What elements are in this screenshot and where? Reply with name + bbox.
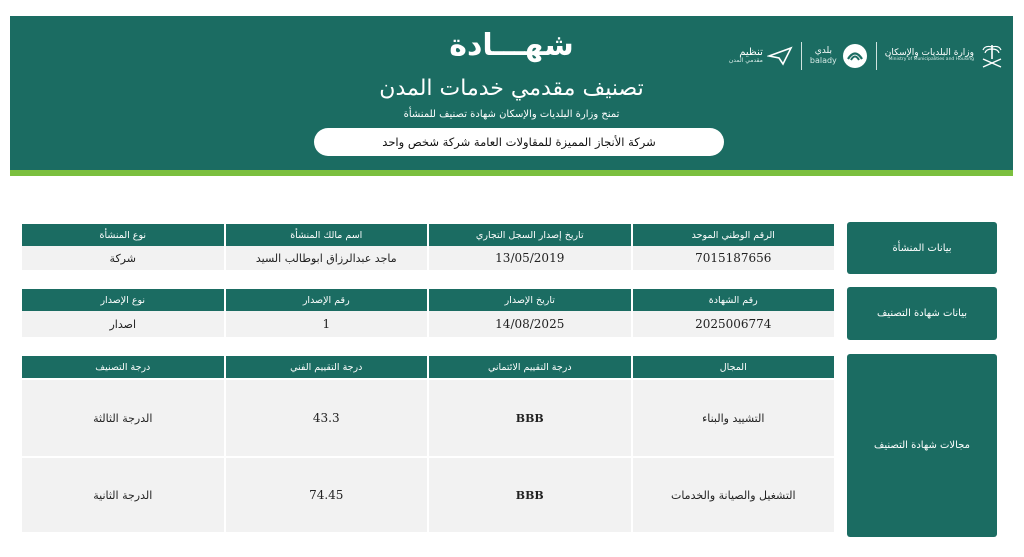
facility-col-national-number <box>633 224 835 270</box>
table-row: BBB <box>429 458 631 532</box>
certificate-col-issue-number <box>226 289 428 337</box>
certificate-table <box>22 289 834 337</box>
table-row: التشييد والبناء <box>633 380 835 456</box>
certificate-col-number <box>633 289 835 337</box>
certificate-number-value: 2025006774 <box>633 311 835 337</box>
company-name: شركة الأنجاز المميزة للمقاولات العامة شركة شخص واحد <box>314 128 724 156</box>
issue-number-value: 1 <box>226 311 428 337</box>
facility-type-value: شركة <box>22 246 224 270</box>
column-header: درجة التقييم الائتماني <box>429 356 631 378</box>
paper-plane-icon <box>767 46 793 66</box>
palm-swords-emblem-icon <box>979 41 1005 71</box>
tanzeem-logo-sub: مقدمي المدن <box>728 57 763 65</box>
ministry-logo-text: وزارة البلديات والإسكان <box>884 47 974 58</box>
issue-date-value: 14/08/2025 <box>429 311 631 337</box>
registry-date-value: 13/05/2019 <box>429 246 631 270</box>
certificate-col-issue-type <box>22 289 224 337</box>
fields-col-domain <box>633 356 835 532</box>
column-header: الرقم الوطني الموحد <box>633 224 835 246</box>
facility-section-label: بيانات المنشأة <box>847 222 997 274</box>
table-row: الدرجة الثانية <box>22 458 224 532</box>
baladi-emblem-icon <box>842 43 868 69</box>
column-header: نوع المنشأة <box>22 224 224 246</box>
national-number-value: 7015187656 <box>633 246 835 270</box>
certificate-title: شهـــادة <box>449 28 574 63</box>
header-accent-stripe <box>10 170 1013 176</box>
column-header: رقم الإصدار <box>226 289 428 311</box>
column-header: درجة التصنيف <box>22 356 224 378</box>
certificate-subtitle: تصنيف مقدمي خدمات المدن <box>379 76 644 101</box>
fields-col-classification-grade <box>22 356 224 532</box>
column-header: نوع الإصدار <box>22 289 224 311</box>
column-header: تاريخ إصدار السجل التجاري <box>429 224 631 246</box>
facility-col-type <box>22 224 224 270</box>
fields-col-credit-rating <box>429 356 631 532</box>
baladi-logo <box>810 43 868 69</box>
column-header: اسم مالك المنشأة <box>226 224 428 246</box>
column-header: تاريخ الإصدار <box>429 289 631 311</box>
table-row: BBB <box>429 380 631 456</box>
logo-bar <box>729 36 1005 76</box>
fields-section-label: مجالات شهادة التصنيف <box>847 354 997 537</box>
fields-table <box>22 356 834 532</box>
table-row: 43.3 <box>226 380 428 456</box>
facility-col-registry-date <box>429 224 631 270</box>
certificate-col-issue-date <box>429 289 631 337</box>
table-row: التشغيل والصيانة والخدمات <box>633 458 835 532</box>
facility-table <box>22 224 834 270</box>
grant-text: تمنح وزارة البلديات والإسكان شهادة تصنيف للمنشأة <box>403 109 620 120</box>
column-header: رقم الشهادة <box>633 289 835 311</box>
tanzeem-logo-text: تنظيم <box>739 47 763 59</box>
certificate-section-label: بيانات شهادة التصنيف <box>847 287 997 340</box>
baladi-logo-text: بلدي <box>814 45 832 56</box>
certificate-header <box>10 16 1013 173</box>
baladi-logo-sub: balady <box>809 55 837 65</box>
logo-divider <box>876 42 877 70</box>
ministry-logo <box>885 41 1005 71</box>
column-header: المجال <box>633 356 835 378</box>
logo-divider <box>801 42 802 70</box>
tanzeem-logo <box>729 46 793 66</box>
table-row: الدرجة الثالثة <box>22 380 224 456</box>
owner-name-value: ماجد عبدالرزاق ابوطالب السيد <box>226 246 428 270</box>
ministry-logo-sub: Ministry of Municipalities and Housing <box>888 57 974 63</box>
issue-type-value: اصدار <box>22 311 224 337</box>
column-header: درجة التقييم الفني <box>226 356 428 378</box>
fields-col-technical-rating <box>226 356 428 532</box>
facility-col-owner-name <box>226 224 428 270</box>
table-row: 74.45 <box>226 458 428 532</box>
